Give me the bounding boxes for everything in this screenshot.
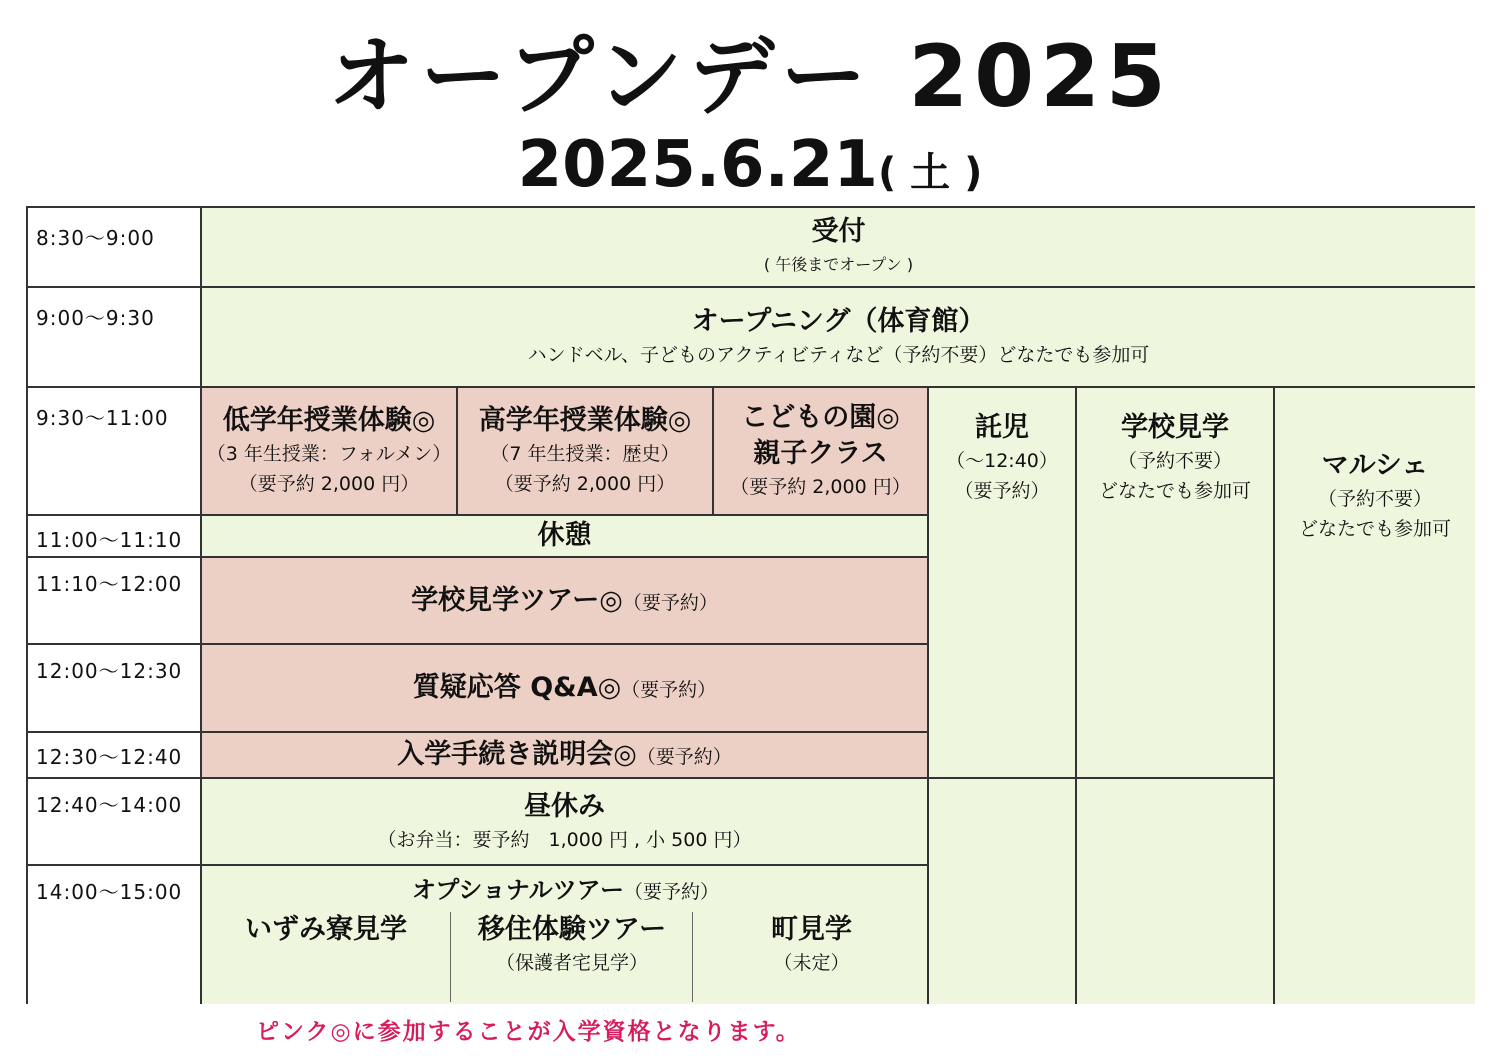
school-visit-title: 学校見学 [1121, 412, 1229, 443]
empty-cell [1077, 779, 1275, 1004]
time-slot: 11:10～12:00 [28, 558, 202, 645]
reception-block [202, 208, 1475, 288]
tour-block [202, 558, 929, 645]
opening-title: オープニング（体育館） [691, 306, 986, 337]
upper-class-block [458, 388, 714, 516]
time-slot: 9:30～11:00 [28, 388, 202, 516]
date-weekday: ( 土 ) [877, 150, 983, 196]
time-slot: 9:00～9:30 [28, 288, 202, 388]
admission-block [202, 733, 929, 779]
opening-sub: ハンドベル、子どものアクティビティなど（予約不要）どなたでも参加可 [527, 344, 1150, 366]
lower-class-block [202, 388, 458, 516]
lower-class-title: 低学年授業体験◎ [222, 405, 436, 436]
schedule-table [26, 206, 1475, 1004]
marche-sub2: どなたでも参加可 [1298, 518, 1451, 540]
kinder-fee: （要予約 2,000 円） [730, 476, 911, 498]
reception-sub: ( 午後までオープン ) [763, 255, 914, 274]
qa-block [202, 645, 929, 733]
break-title: 休憩 [537, 520, 592, 551]
time-slot: 8:30～9:00 [28, 208, 202, 288]
childcare-block [929, 388, 1077, 779]
admission-title: 入学手続き説明会◎ [397, 739, 637, 770]
footnote: ピンク◎に参加することが入学資格となります。 [256, 1019, 801, 1045]
upper-class-sub: （7 年生授業：歴史） [490, 443, 680, 465]
qa-sub: （要予約） [621, 679, 717, 701]
time-slot: 14:00～15:00 [28, 866, 202, 1004]
lunch-title: 昼休み [524, 790, 605, 822]
time-slot: 12:40～14:00 [28, 779, 202, 866]
dorm-block [202, 912, 450, 1002]
relocation-title: 移住体験ツアー [477, 914, 667, 945]
empty-cell [929, 779, 1077, 1004]
marche-block [1275, 388, 1475, 1004]
relocation-sub: （保護者宅見学） [495, 952, 648, 974]
childcare-sub2: （要予約） [954, 480, 1050, 502]
break-block [202, 516, 929, 558]
kinder-title2: 親子クラス [753, 438, 888, 469]
lower-class-fee: （要予約 2,000 円） [238, 473, 420, 495]
kinder-block [714, 388, 929, 516]
admission-sub: （要予約） [636, 746, 732, 768]
childcare-title: 託児 [975, 412, 1029, 443]
marche-sub: （予約不要） [1317, 488, 1432, 510]
school-visit-block [1077, 388, 1275, 779]
lunch-sub: （お弁当：要予約 1,000 円 , 小 500 円） [377, 828, 752, 851]
town-block [692, 912, 930, 1002]
marche-title: マルシェ [1321, 450, 1429, 481]
tour-sub: （要予約） [622, 591, 718, 614]
upper-class-fee: （要予約 2,000 円） [494, 473, 676, 495]
tour-title: 学校見学ツアー◎ [411, 584, 623, 616]
optional-sub: （要予約） [623, 881, 719, 903]
time-slot: 12:00～12:30 [28, 645, 202, 733]
reception-title: 受付 [811, 216, 866, 247]
opening-block [202, 288, 1475, 388]
kinder-title: こどもの園◎ [741, 402, 900, 433]
page-title: オープンデー 2025 [328, 27, 1172, 127]
relocation-block [450, 912, 693, 1002]
time-slot: 11:00～11:10 [28, 516, 202, 558]
optional-tour-block [202, 866, 929, 1004]
date-day: 2025.6.21 [517, 128, 878, 202]
lunch-block [202, 779, 929, 866]
optional-title: オプショナルツアー [412, 876, 624, 904]
town-title: 町見学 [771, 914, 852, 945]
lower-class-sub: （3 年生授業：フォルメン） [206, 443, 452, 465]
dorm-title: いずみ寮見学 [245, 914, 407, 945]
upper-class-title: 高学年授業体験◎ [478, 405, 692, 436]
qa-title: 質疑応答 Q&A◎ [412, 672, 622, 703]
school-visit-sub2: どなたでも参加可 [1098, 480, 1251, 502]
time-slot: 12:30～12:40 [28, 733, 202, 779]
childcare-sub: （～12:40） [946, 450, 1058, 472]
school-visit-sub: （予約不要） [1117, 450, 1232, 472]
town-sub: （未定） [773, 952, 850, 974]
